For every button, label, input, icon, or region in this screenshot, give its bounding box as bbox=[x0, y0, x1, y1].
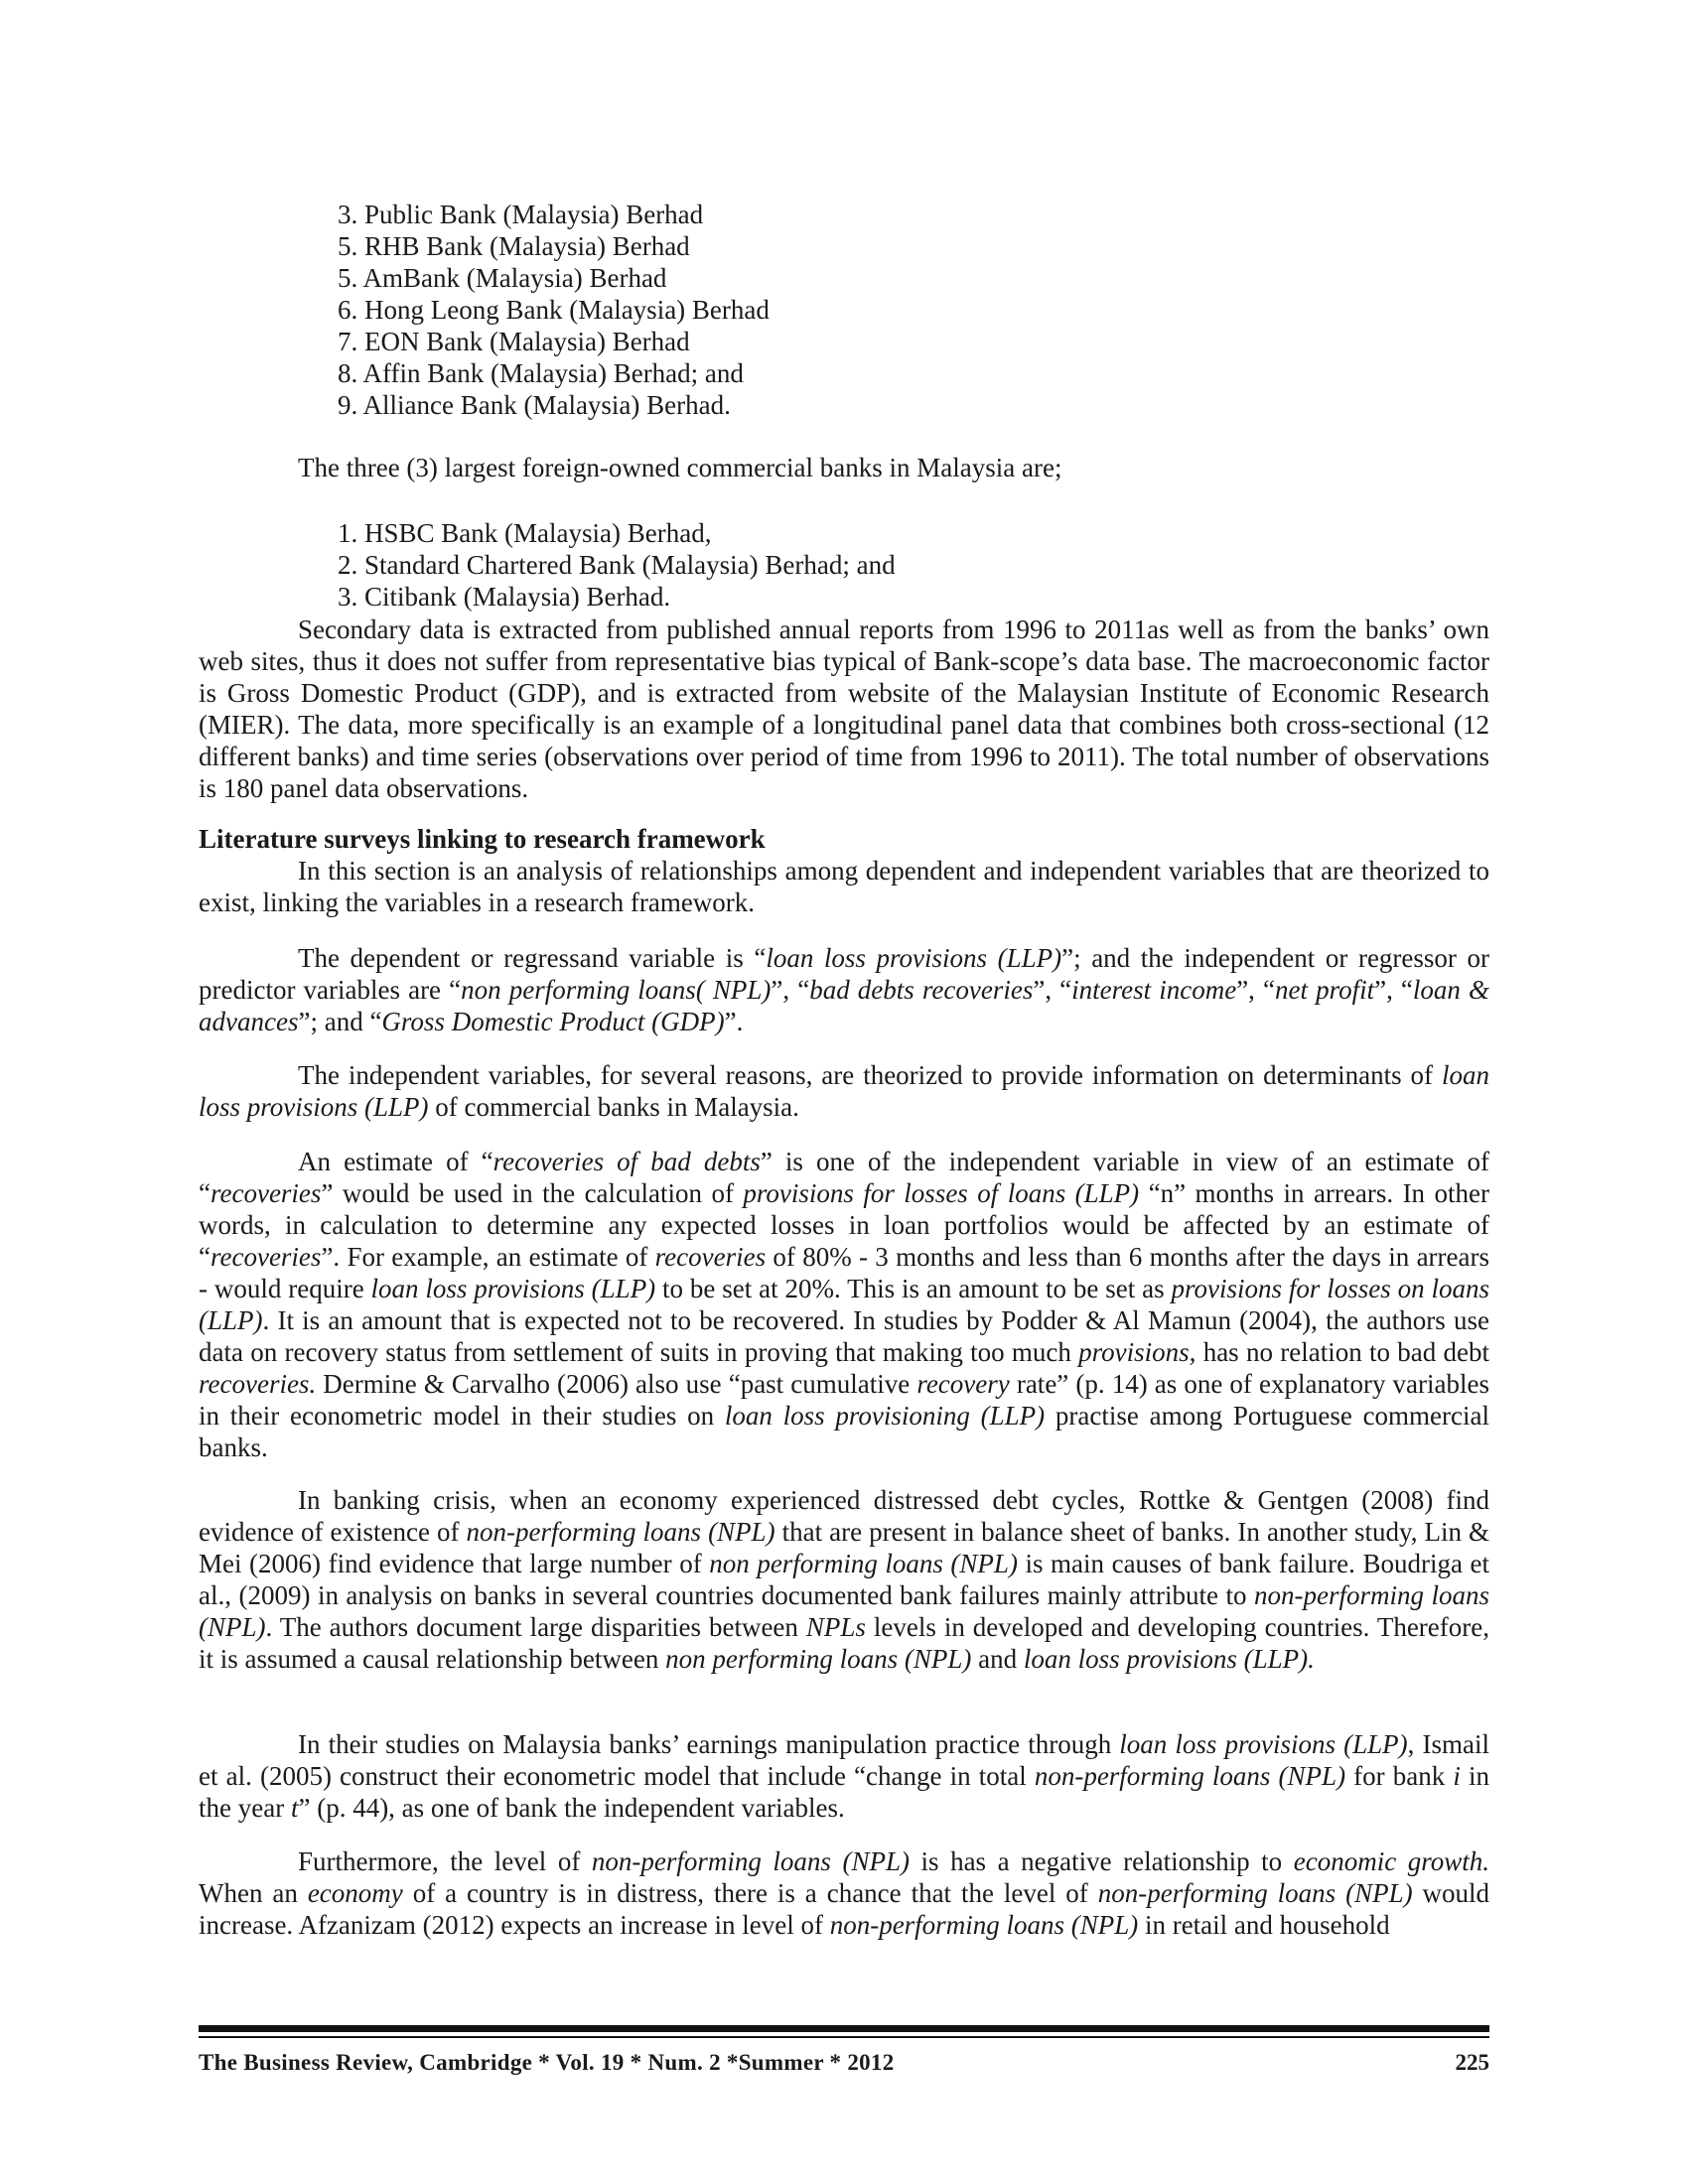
list-item: 3. Public Bank (Malaysia) Berhad bbox=[338, 200, 704, 229]
foreign-banks-list bbox=[338, 517, 896, 613]
list-item: 7. EON Bank (Malaysia) Berhad bbox=[338, 327, 690, 356]
list-item: 9. Alliance Bank (Malaysia) Berhad. bbox=[338, 390, 731, 420]
list-item: 1. HSBC Bank (Malaysia) Berhad, bbox=[338, 518, 712, 548]
paragraph-reasons: The independent variables, for several reasons, are theorized to provide information on determinants of loan loss provisions (LLP) of commercial banks in Malaysia. bbox=[199, 1060, 1489, 1122]
paragraph-variables: The dependent or regressand variable is “loan loss provisions (LLP)”; and the independent or regressor or predictor variables are “non performing loans( NPL)”, “bad debts recoveries”, “interest income”, “net profit”, “loan & advances”; and “Gross Domestic Product (GDP)”. bbox=[199, 943, 1490, 1036]
list-item: 2. Standard Chartered Bank (Malaysia) Berhad; and bbox=[338, 550, 896, 580]
list-item: 6. Hong Leong Bank (Malaysia) Berhad bbox=[338, 295, 770, 325]
footer-rule-thick bbox=[199, 2025, 1489, 2032]
page-number: 225 bbox=[1455, 2050, 1489, 2075]
paragraph-banking-crisis: In banking crisis, when an economy experienced distressed debt cycles, Rottke & Gentgen (2008) find evidence of existence of non-performing loans (NPL) that are present in balance sheet of banks. In another study, Lin & Mei (2006) find evidence that large number of non performing loans (NPL) is main causes of bank failure. Boudriga et al., (2009) in analysis on banks in several countries documented bank failures mainly attribute to non-performing loans (NPL). The authors document large disparities between NPLs levels in developed and developing countries. Therefore, it is assumed a causal relationship between non performing loans (NPL) and loan loss provisions (LLP). bbox=[199, 1485, 1490, 1674]
list-item: 8. Affin Bank (Malaysia) Berhad; and bbox=[338, 358, 744, 388]
foreign-banks-intro: The three (3) largest foreign-owned commercial banks in Malaysia are; bbox=[298, 453, 1062, 482]
footer-rule-thin bbox=[199, 2036, 1489, 2038]
paragraph-earnings-manipulation: In their studies on Malaysia banks’ earnings manipulation practice through loan loss provisions (LLP), Ismail et al. (2005) construct their econometric model that include “change in total non-performing loans (NPL) for bank i in the year t” (p. 44), as one of bank the independent variables. bbox=[199, 1729, 1490, 1823]
list-item: 3. Citibank (Malaysia) Berhad. bbox=[338, 582, 671, 612]
paragraph-secondary-data: Secondary data is extracted from published annual reports from 1996 to 2011as well as from the banks’ own web sites, thus it does not suffer from representative bias typical of Bank-scope’s data base. The macroeconomic factor is Gross Domestic Product (GDP), and is extracted from website of the Malaysian Institute of Economic Research (MIER). The data, more specifically is an example of a longitudinal panel data that combines both cross-sectional (12 different banks) and time series (observations over period of time from 1996 to 2011). The total number of observations is 180 panel data observations. bbox=[199, 614, 1489, 803]
paragraph-section-intro: In this section is an analysis of relationships among dependent and independent variables that are theorized to exist, linking the variables in a research framework. bbox=[199, 856, 1489, 917]
paragraph-economic-growth: Furthermore, the level of non-performing loans (NPL) is has a negative relationship to economic growth. When an economy of a country is in distress, there is a chance that the level of non-performing loans (NPL) would increase. Afzanizam (2012) expects an increase in level of non-performing loans (NPL) in retail and household bbox=[199, 1846, 1490, 1940]
section-heading: Literature surveys linking to research framework bbox=[199, 824, 766, 854]
list-item: 5. RHB Bank (Malaysia) Berhad bbox=[338, 231, 690, 261]
list-item: 5. AmBank (Malaysia) Berhad bbox=[338, 263, 667, 293]
domestic-banks-list bbox=[338, 199, 770, 421]
footer-journal: The Business Review, Cambridge * Vol. 19 * Num. 2 *Summer * 2012 bbox=[199, 2050, 895, 2075]
paragraph-recoveries: An estimate of “recoveries of bad debts” is one of the independent variable in view of an estimate of “recoveries” would be used in the calculation of provisions for losses of loans (LLP) “n” months in arrears. In other words, in calculation to determine any expected losses in loan portfolios would be affected by an estimate of “recoveries”. For example, an estimate of recoveries of 80% - 3 months and less than 6 months after the days in arrears - would require loan loss provisions (LLP) to be set at 20%. This is an amount to be set as provisions for losses on loans (LLP). It is an amount that is expected not to be recovered. In studies by Podder & Al Mamun (2004), the authors use data on recovery status from settlement of suits in proving that making too much provisions, has no relation to bad debt recoveries. Dermine & Carvalho (2006) also use “past cumulative recovery rate” (p. 14) as one of explanatory variables in their econometric model in their studies on loan loss provisioning (LLP) practise among Portuguese commercial banks. bbox=[199, 1147, 1490, 1462]
